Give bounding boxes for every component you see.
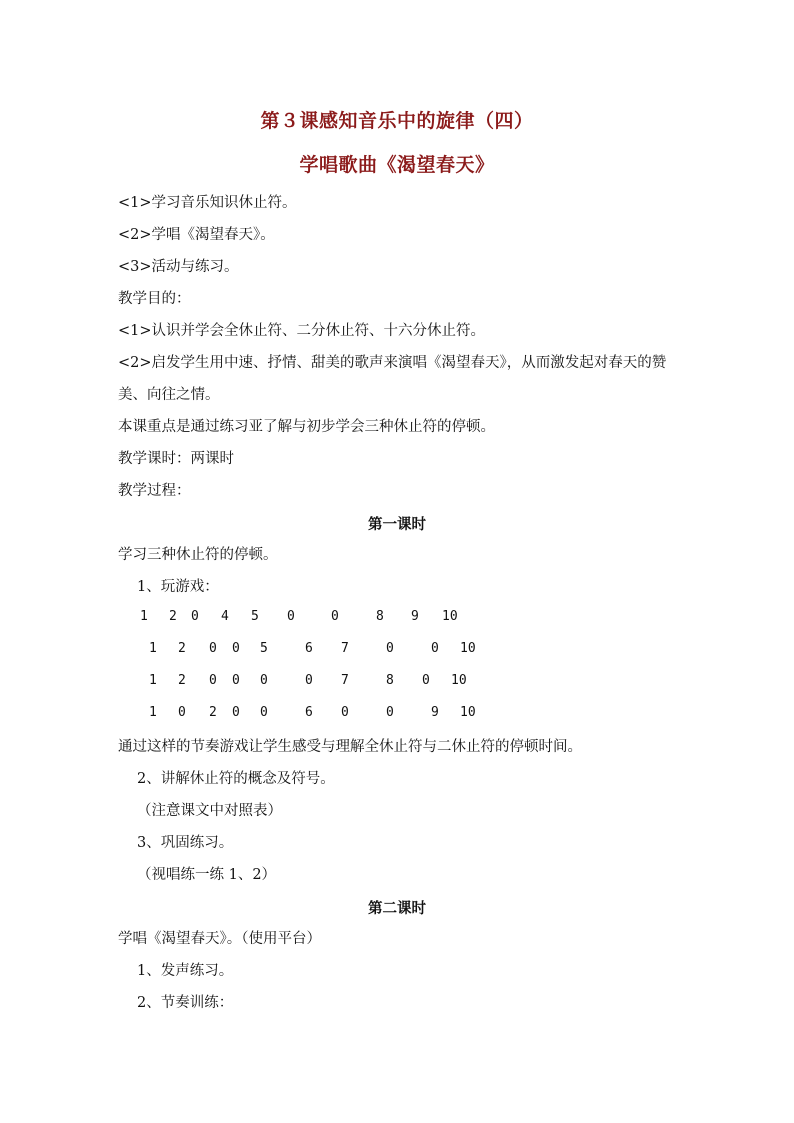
rhythm-number: 6	[305, 705, 313, 720]
rhythm-number: 10	[460, 705, 476, 720]
list-item: 3、巩固练习。	[137, 835, 234, 851]
content-line: 本课重点是通过练习亚了解与初步学会三种休止符的停顿。	[118, 419, 495, 435]
rhythm-number: 2	[178, 641, 186, 656]
rhythm-number: 2	[178, 673, 186, 688]
rhythm-number: 0	[341, 705, 349, 720]
rhythm-number: 0	[178, 705, 186, 720]
list-item: 1、玩游戏：	[137, 579, 219, 595]
content-line: 教学课时：两课时	[118, 451, 234, 467]
rhythm-number: 0	[431, 641, 439, 656]
content-line: <2>学唱《渴望春天》。	[118, 227, 275, 243]
rhythm-number: 0	[386, 705, 394, 720]
rhythm-number: 9	[431, 705, 439, 720]
rhythm-number: 10	[442, 609, 458, 624]
rhythm-number: 0	[209, 641, 217, 656]
content-line: <1>学习音乐知识休止符。	[118, 195, 297, 211]
document-title: 第３课感知音乐中的旋律（四）	[260, 110, 534, 132]
rhythm-number: 0	[331, 609, 339, 624]
content-line: 教学目的：	[118, 291, 191, 307]
rhythm-number: 0	[260, 673, 268, 688]
list-item: 1、发声练习。	[137, 963, 234, 979]
rhythm-number: 9	[411, 609, 419, 624]
rhythm-number: 5	[260, 641, 268, 656]
rhythm-number: 10	[460, 641, 476, 656]
section-heading-2: 第二课时	[368, 900, 426, 917]
document-subtitle: 学唱歌曲《渴望春天》	[299, 154, 495, 176]
content-line: <2>启发学生用中速、抒情、甜美的歌声来演唱《渴望春天》，从而激发起对春天的赞	[118, 355, 667, 371]
rhythm-number: 0	[232, 641, 240, 656]
rhythm-number: 6	[305, 641, 313, 656]
rhythm-number: 0	[232, 705, 240, 720]
rhythm-number: 2	[209, 705, 217, 720]
note-text: （视唱练一练 1、2）	[137, 867, 277, 883]
rhythm-number: 4	[221, 609, 229, 624]
rhythm-number: 0	[209, 673, 217, 688]
rhythm-number: 0	[260, 705, 268, 720]
section-heading-1: 第一课时	[368, 516, 426, 533]
rhythm-number: 5	[251, 609, 259, 624]
rhythm-number: 1	[149, 705, 157, 720]
rhythm-number: 10	[451, 673, 467, 688]
section-summary: 通过这样的节奏游戏让学生感受与理解全休止符与二休止符的停顿时间。	[118, 739, 582, 755]
rhythm-number: 0	[232, 673, 240, 688]
rhythm-number: 8	[386, 673, 394, 688]
content-line: <3>活动与练习。	[118, 259, 239, 275]
note-text: （注意课文中对照表）	[137, 803, 282, 819]
list-item: 2、节奏训练：	[137, 995, 234, 1011]
section-intro: 学唱《渴望春天》。（使用平台）	[118, 931, 321, 947]
rhythm-number: 0	[305, 673, 313, 688]
rhythm-number: 7	[341, 641, 349, 656]
content-line: <1>认识并学会全休止符、二分休止符、十六分休止符。	[118, 323, 486, 339]
rhythm-number: 0	[422, 673, 430, 688]
rhythm-number: 7	[341, 673, 349, 688]
rhythm-number: 1	[140, 609, 148, 624]
rhythm-number: 2	[169, 609, 177, 624]
rhythm-number: 1	[149, 641, 157, 656]
content-line: 美、向往之情。	[118, 387, 220, 403]
section-intro: 学习三种休止符的停顿。	[118, 547, 278, 563]
list-item: 2、讲解休止符的概念及符号。	[137, 771, 335, 787]
rhythm-number: 8	[376, 609, 384, 624]
rhythm-number: 0	[287, 609, 295, 624]
rhythm-number: 0	[386, 641, 394, 656]
rhythm-number: 0	[191, 609, 199, 624]
content-line: 教学过程：	[118, 483, 191, 499]
rhythm-number: 1	[149, 673, 157, 688]
